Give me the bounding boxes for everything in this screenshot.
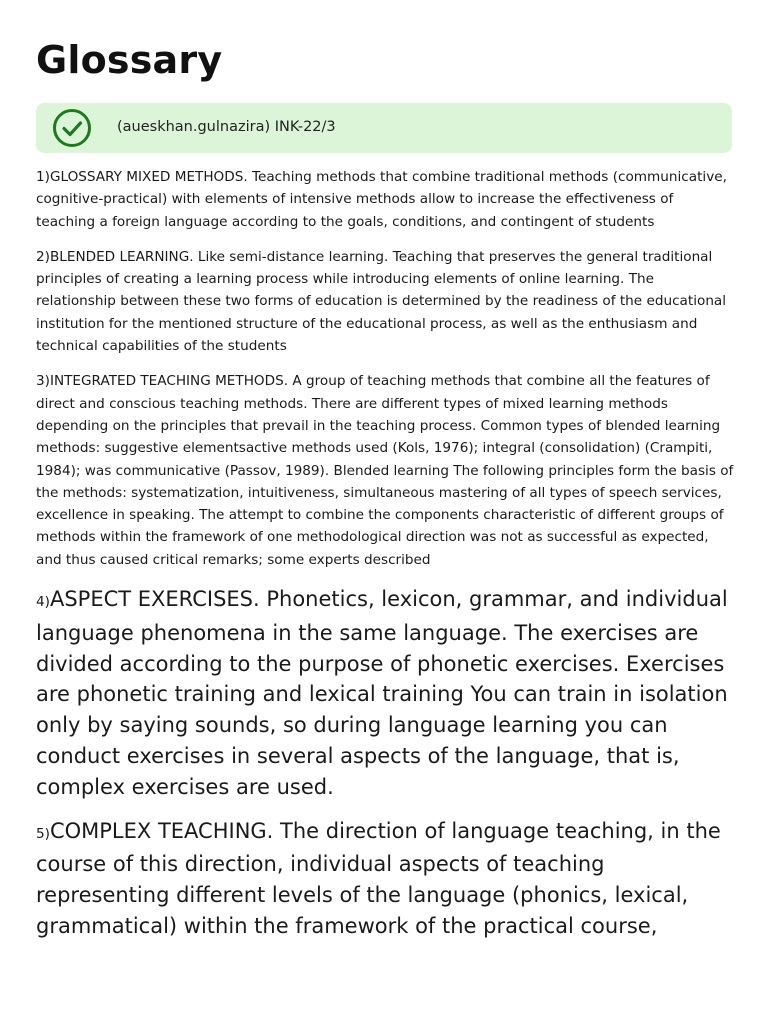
entry-text: BLENDED LEARNING. Like semi-distance learning. Teaching that preserves the general traditional principles of creating a learning process while introducing elements of online learning. The relationship between these two forms of education is determined by the readiness of the educational institution for the mentioned structure of the educational process, as well as the enthusiasm and technical capabilities of the students (36, 248, 727, 355)
author-status-bar (36, 103, 732, 153)
glossary-entry (36, 166, 734, 233)
glossary-entry (36, 246, 734, 357)
author-label: (aueskhan.gulnazira) INK-22/3 (117, 119, 336, 135)
check-circle-icon (52, 108, 92, 148)
entry-number: 4) (36, 594, 50, 611)
entry-number: 2) (36, 248, 50, 265)
entry-text: ASPECT EXERCISES. Phonetics, lexicon, grammar, and individual language phenomena in the same language. The exercises are divided according to the purpose of phonetic exercises. Exercises are phonetic training and lexical training You can train in isolation only by saying sounds, so during language learning you can conduct exercises in several aspects of the language, that is, complex exercises are used. (36, 587, 728, 799)
entry-number: 1) (36, 169, 50, 185)
entry-text: COMPLEX TEACHING. The direction of language teaching, in the course of this direction, individual aspects of teaching representing different levels of the language (phonics, lexical, grammatical) within the framework of the practical course, (36, 818, 721, 939)
entry-number: 5) (36, 825, 50, 842)
entry-number: 3) (36, 373, 50, 390)
glossary-entry (36, 816, 734, 942)
entry-text: INTEGRATED TEACHING METHODS. A group of teaching methods that combine all the features of direct and conscious teaching methods. There are different types of mixed learning methods depending on the principles that prevail in the teaching process. Common types of blended learning methods: suggestive elementsactive methods used (Kols, 1976); integral (consolidation) (Crampiti, 1984); was communicative (Passov, 1989). Blended learning The following principles form the basis of the methods: systematization, intuitiveness, simultaneous mastering of all types of speech services, excellence in speaking. The attempt to combine the components characteristic of different groups of methods within the framework of one methodological direction was not as successful as expected, and thus caused critical remarks; some experts described (36, 373, 734, 568)
glossary-entry (36, 584, 734, 803)
glossary-entry (36, 370, 734, 571)
glossary-entries (36, 166, 734, 955)
page-title: Glossary (36, 38, 223, 82)
entry-text: GLOSSARY MIXED METHODS. Teaching methods that combine traditional methods (communicative, cognitive-practical) with elements of intensive methods allow to increase the effectiveness of teaching a foreign language according to the goals, conditions, and contingent of students (36, 169, 727, 230)
